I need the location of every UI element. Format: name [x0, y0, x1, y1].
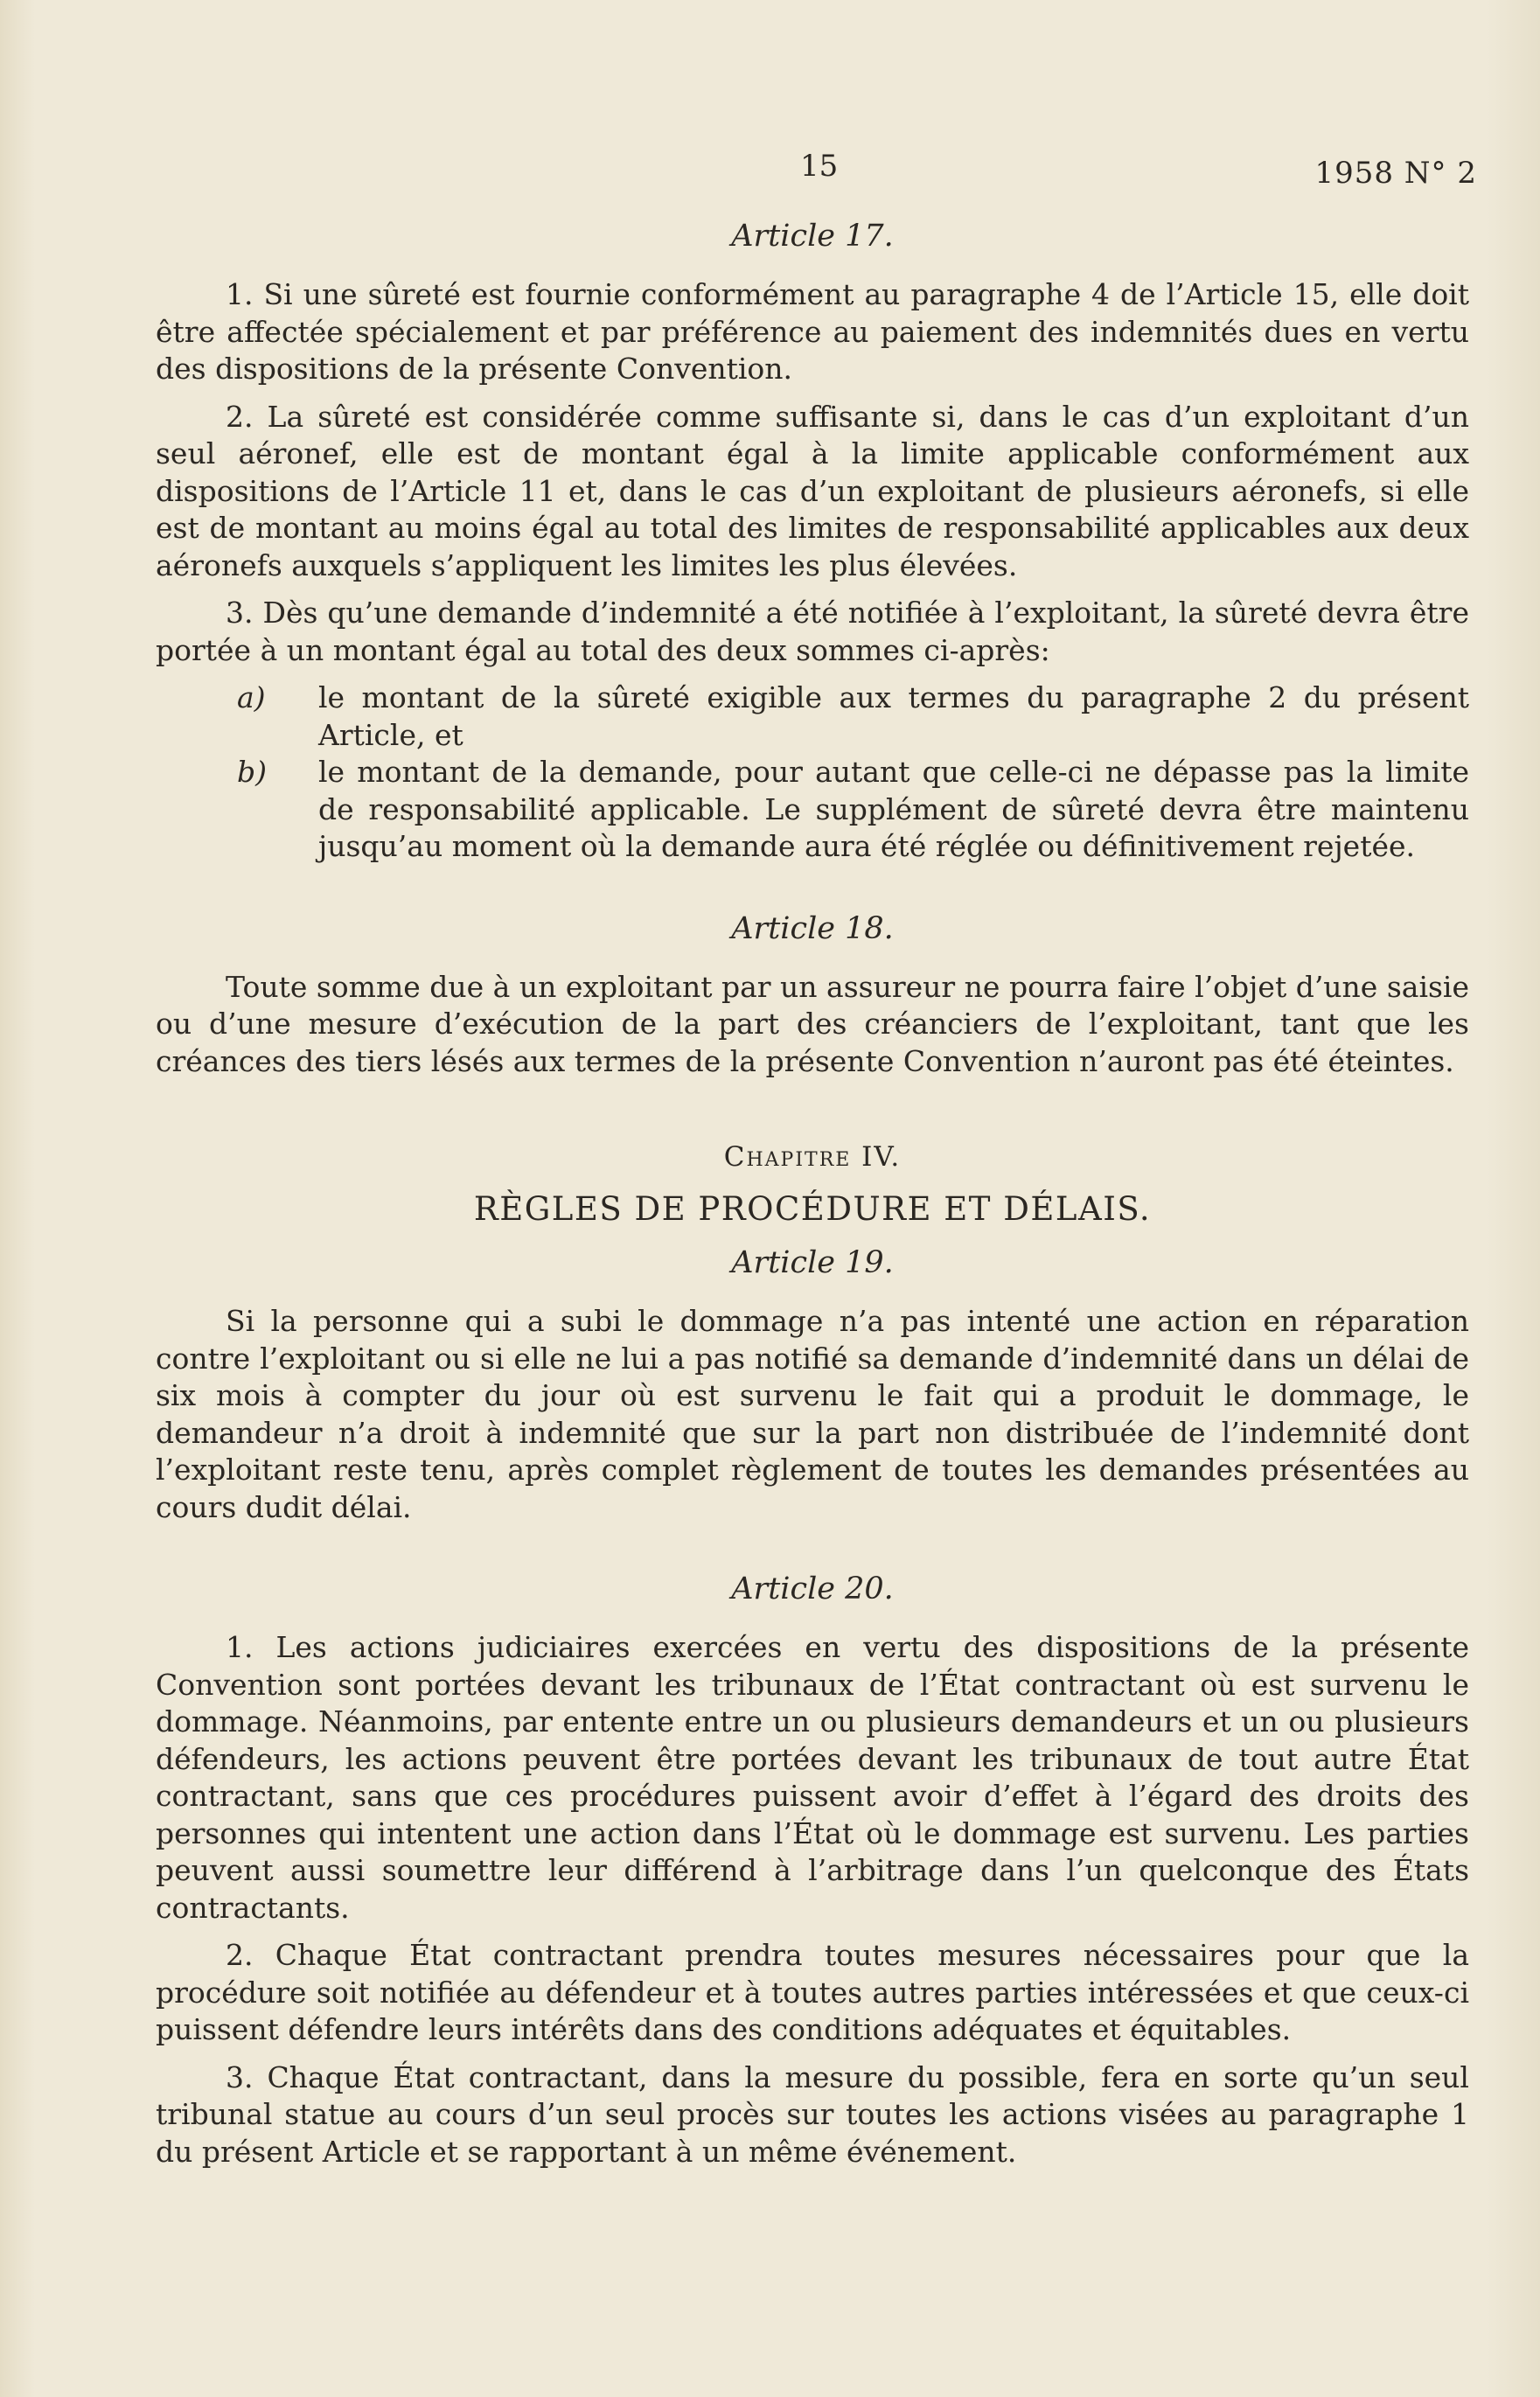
article-17-paragraph-1: 1. Si une sûreté est fournie conformément au paragraphe 4 de l’Article 15, elle doit être affectée spécialement et par préférence au paiement des indemnités dues en vertu des dispositions de la présente Convention. — [156, 277, 1469, 386]
page-content — [156, 219, 1469, 2181]
page-number: 15 — [800, 149, 839, 184]
article-18-paragraph-1: Toute somme due à un exploitant par un assureur ne pourra faire l’objet d’une saisie ou d’une mesure d’exécution de la part des créanciers de l’exploitant, tant que les créances des tiers lésés aux termes de la présente Convention n’auront pas été éteintes. — [156, 969, 1470, 1078]
item-a-label: a) — [237, 680, 266, 714]
article-18-title: Article 18. — [731, 910, 894, 946]
article-19-paragraph-1: Si la personne qui a subi le dommage n’a pas intenté une action en réparation contre l’exploitant ou si elle ne lui a pas notifié sa demande d’indemnité dans un délai de six mois à compter du jour où est survenu le fait qui a produit le dommage, le demandeur n’a droit à indemnité que sur la part non distribuée de l’indemnité dont l’exploitant reste tenu, après complet règlement de toutes les demandes présentées au cours dudit délai. — [156, 1304, 1469, 1524]
article-20-title: Article 20. — [731, 1571, 894, 1606]
chapter-label: Chapitre IV. — [723, 1141, 902, 1173]
article-17-item-b — [156, 754, 1469, 866]
article-20-paragraph-3: 3. Chaque État contractant, dans la mesure du possible, fera en sorte qu’un seul tribunal statue au cours d’un seul procès sur toutes les actions visées au paragraphe 1 du présent Article et se rapportant à un même événement. — [156, 2059, 1469, 2169]
article-17-paragraph-3: 3. Dès qu’une demande d’indemnité a été notifiée à l’exploitant, la sûreté devra être portée à un montant égal au total des deux sommes ci-après: — [156, 596, 1469, 667]
article-19-title: Article 19. — [731, 1245, 894, 1280]
page-header — [0, 149, 1540, 201]
year-number: 1958 N° 2 — [1314, 156, 1477, 191]
article-20-paragraph-2: 2. Chaque État contractant prendra toutes mesures nécessaires pour que la procédure soit notifiée au défendeur et à toutes autres parties intéressées et que ceux-ci puissent défendre leurs intérêts dans des conditions adéquates et équitables. — [156, 1938, 1469, 2046]
article-17-item-a — [156, 679, 1469, 754]
article-20-paragraph-1: 1. Les actions judiciaires exercées en vertu des dispositions de la présente Convention sont portées devant les tribunaux de l’État contractant où est survenu le dommage. Néanmoins, par entente entre un ou plusieurs demandeurs et un ou plusieurs défendeurs, les actions peuvent être portées devant les tribunaux de tout autre État contractant, sans que ces procédures puissent avoir d’effet à l’égard des droits des personnes qui intentent une action dans l’État où le dommage est survenu. Les parties peuvent aussi soumettre leur différend à l’arbitrage dans l’un quelconque des États contractants. — [156, 1630, 1469, 1925]
item-b-label: b) — [237, 755, 267, 789]
article-17-paragraph-2: 2. La sûreté est considérée comme suffisante si, dans le cas d’un exploitant d’un seul aéronef, elle est de montant égal à la limite applicable conformément aux dispositions de l’Article 11 et, dans le cas d’un exploitant de plusieurs aéronefs, si elle est de montant au moins égal au total des limites de responsabilité applicables aux deux aéronefs auxquels s’appliquent les limites les plus élevées. — [156, 399, 1469, 582]
article-17-items — [156, 679, 1469, 866]
item-b-text: le montant de la demande, pour autant que celle-ci ne dépasse pas la limite de responsabilité applicable. Le supplément de sûreté devra être maintenu jusqu’au moment où la demande aura été réglée ou définitivement rejetée. — [318, 755, 1469, 863]
item-a-text: le montant de la sûreté exigible aux termes du paragraphe 2 du présent Article, et — [318, 680, 1469, 752]
chapter-title: RÈGLES DE PROCÉDURE ET DÉLAIS. — [473, 1190, 1152, 1228]
article-17-title: Article 17. — [731, 219, 894, 254]
